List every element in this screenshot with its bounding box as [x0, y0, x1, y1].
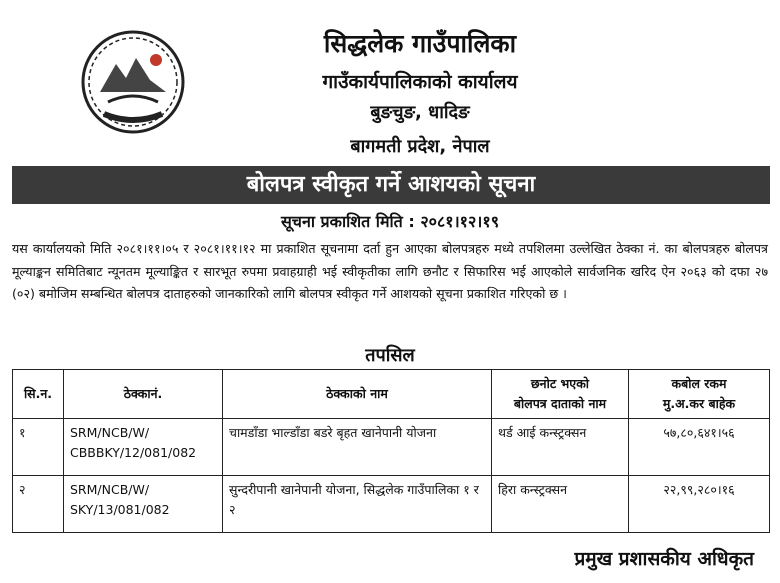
notice-banner: बोलपत्र स्वीकृत गर्ने आशयको सूचना — [12, 166, 770, 204]
row-contract-name: चामडाँडा भाल्डाँडा बडरे बृहत खानेपानी योजना — [223, 419, 492, 476]
contract-no-line2: SKY/13/081/082 — [70, 502, 170, 517]
government-emblem-icon — [78, 30, 188, 136]
row-bidder: हिरा कन्स्ट्रक्सन — [492, 476, 629, 533]
municipality-title: सिद्धलेक गाउँपालिका — [323, 29, 517, 58]
details-heading: तपसिल — [365, 345, 415, 366]
header-sn: सि.न. — [13, 370, 64, 419]
notice-body: यस कार्यालयको मिति २०८१।११।०५ र २०८१।११।१२ मा प्रकाशित सूचनामा दर्ता हुन आएका बोलपत्रहरु मध्ये तपशिलमा उल्लेखित ठेक्का नं. का बोलपत्रहरु बोलपत्र मूल्याङ्कन समितिबाट न्यूनतम मूल्याङ्कित र सारभूत रुपमा प्रवाहग्राही भई स्वीकृतीका लागि छनौट र सिफारिस भई आएकोले सार्वजनिक खरिद ऐन २०६३ को दफा २७ (०२) बमोजिम सम्बन्धित बोलपत्र दाताहरुको जानकारिको लागि बोलपत्र स्वीकृत गर्ने आशयको सूचना प्रकाशित गरिएको छ । — [12, 241, 768, 301]
header-bidder-line2: बोलपत्र दाताको नाम — [513, 396, 607, 411]
contract-no-line2: CBBBKY/12/081/082 — [70, 445, 197, 460]
header-amount — [629, 370, 770, 419]
contract-no-line1: SRM/NCB/W/ — [70, 482, 150, 497]
province-name: बागमती प्रदेश, नेपाल — [350, 136, 490, 157]
header-bidder-line1: छनोट भएको — [530, 376, 590, 391]
row-contract-no — [64, 419, 223, 476]
row-amount: ५७,८०,६४१।५६ — [629, 419, 770, 476]
row-amount: २२,९९,२८०।१६ — [629, 476, 770, 533]
office-location: बुङचुङ, धादिङ — [370, 102, 470, 123]
signatory-title: प्रमुख प्रशासकीय अधिकृत — [574, 548, 754, 570]
contract-no-line1: SRM/NCB/W/ — [70, 425, 150, 440]
publication-date: सूचना प्रकाशित मिति : २०८१।१२।१९ — [280, 212, 500, 231]
table-header-row — [13, 370, 770, 419]
row-sn: १ — [13, 419, 64, 476]
table-row — [13, 476, 770, 533]
row-contract-name: सुन्दरीपानी खानेपानी योजना, सिद्धलेक गाउँपालिका १ र २ — [223, 476, 492, 533]
header-amount-line1: कबोल रकम — [671, 376, 727, 391]
table-row — [13, 419, 770, 476]
contract-table — [12, 369, 770, 533]
header-bidder — [492, 370, 629, 419]
row-contract-no — [64, 476, 223, 533]
row-bidder: थर्ड आई कन्स्ट्रक्सन — [492, 419, 629, 476]
header-contract-no: ठेक्कानं. — [64, 370, 223, 419]
header-amount-line2: मु.अ.कर बाहेक — [662, 396, 736, 411]
row-sn: २ — [13, 476, 64, 533]
office-name: गाउँकार्यपालिकाको कार्यालय — [322, 71, 518, 93]
header-contract-name: ठेक्काको नाम — [223, 370, 492, 419]
